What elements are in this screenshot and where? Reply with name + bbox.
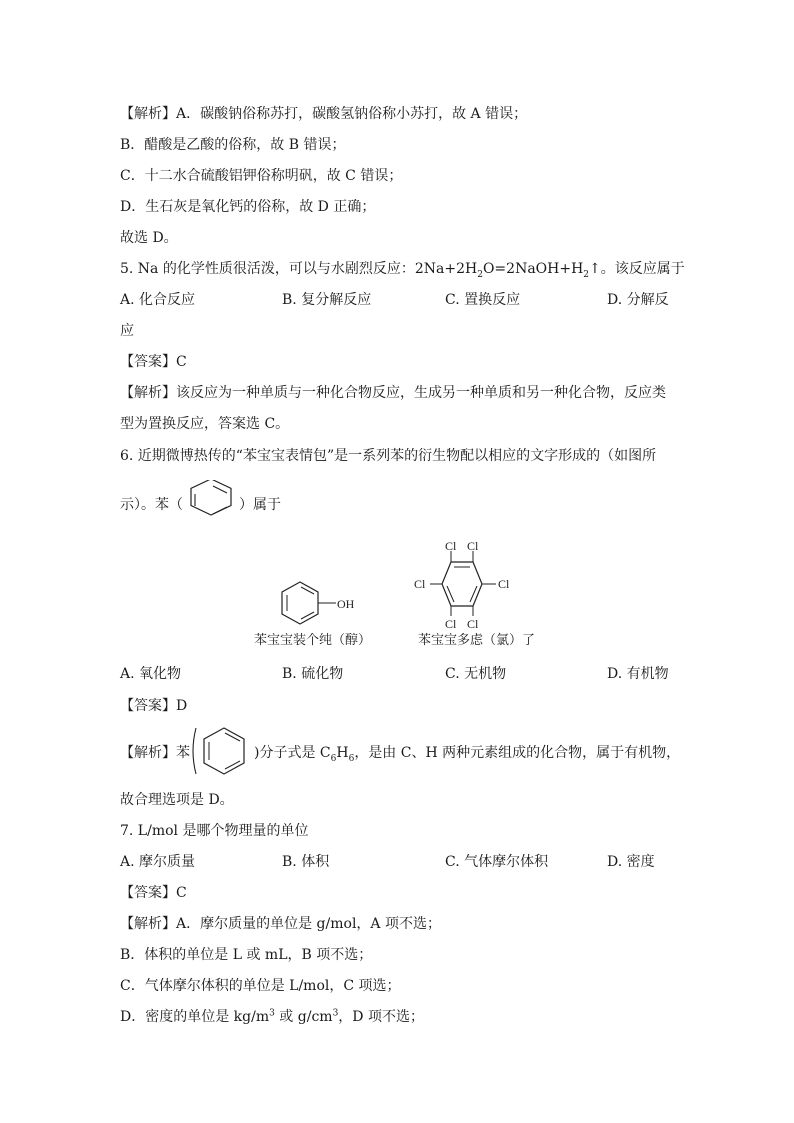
q5-option-wrap: 应: [120, 323, 134, 339]
cl-label-top-left: Cl: [445, 539, 457, 553]
q7-option-c: C. 气体摩尔体积: [445, 854, 549, 870]
q7-analysis-a: 【解析】A．摩尔质量的单位是 g/mol，A 项不选；: [120, 916, 441, 932]
caption-phenol: 苯宝宝装个纯（醇）: [254, 633, 372, 648]
q6-option-d: D. 有机物: [607, 666, 669, 682]
cl-label-left: Cl: [414, 577, 426, 591]
caption-hexachlorobenzene: 苯宝宝多虑（氯）了: [418, 633, 536, 648]
q6-stem-l2: 示）。苯（ ）属于: [120, 492, 281, 518]
q7-answer: 【答案】C: [120, 885, 187, 901]
cl-label-bottom-right: Cl: [467, 617, 479, 631]
q5-option-c: C. 置换反应: [445, 292, 521, 308]
oh-label: OH: [337, 597, 355, 611]
cl-label-top-right: Cl: [467, 539, 479, 553]
cl-label-right: Cl: [498, 577, 510, 591]
cl-label-bottom-left: Cl: [445, 617, 457, 631]
q6-answer: 【答案】D: [120, 698, 188, 714]
q7-analysis-d: D．密度的单位是 $kg/m^3$ 或 $g/cm^3$，D 项不选；: [120, 1008, 424, 1025]
q6-option-b: B. 硫化物: [282, 666, 344, 682]
q6-stem-l1: 6. 近期微博热传的“苯宝宝表情包”是一系列苯的衍生物配以相应的文字形成的（如图所: [120, 448, 657, 464]
q7-option-d: D. 密度: [607, 854, 655, 870]
q6-option-a: A. 氧化物: [120, 666, 182, 682]
q5-analysis-l1: 【解析】该反应为一种单质与一种化合物反应，生成另一种单质和另一种化合物，反应类: [120, 385, 666, 401]
q6-option-c: C. 无机物: [445, 666, 507, 682]
q4-analysis-b: B．醋酸是乙酸的俗称，故 B 错误；: [120, 137, 346, 153]
q5-option-d: D. 分解反: [607, 292, 669, 308]
q4-analysis-a: 【解析】A．碳酸钠俗称苏打，碳酸氢钠俗称小苏打，故 A 错误；: [120, 106, 528, 122]
q5-answer: 【答案】C: [120, 354, 187, 370]
q6-analysis-l2: 故合理选项是 D。: [120, 792, 234, 808]
hexachlorobenzene-structure: [410, 536, 520, 636]
q4-conclusion: 故选 D。: [120, 230, 178, 246]
q7-stem: 7. L/mol 是哪个物理量的单位: [120, 823, 309, 839]
analysis-tag: 【解析】: [120, 106, 176, 122]
q7-option-b: B. 体积: [282, 854, 330, 870]
q7-analysis-b: B．体积的单位是 L 或 mL，B 项不选；: [120, 947, 373, 963]
benzene-inline-icon: [190, 724, 254, 778]
q7-option-a: A. 摩尔质量: [120, 854, 196, 870]
q4-analysis-d: D．生石灰是氧化钙的俗称，故 D 正确；: [120, 199, 376, 215]
q5-analysis-l2: 型为置换反应，答案选 C。: [120, 416, 290, 432]
benzene-inline-icon: [185, 480, 237, 518]
phenol-structure: [276, 578, 366, 630]
q4-analysis-c: C．十二水合硫酸铝钾俗称明矾，故 C 错误；: [120, 168, 403, 184]
q5-option-a: A. 化合反应: [120, 292, 196, 308]
q5-option-b: B. 复分解反应: [282, 292, 372, 308]
q7-analysis-c: C．气体摩尔体积的单位是 L/mol，C 项选；: [120, 978, 401, 994]
q5-stem: 5. Na 的化学性质很活泼，可以与水剧烈反应：$2Na+2H_2O=2NaOH+H_2↑$。该反应属于: [120, 261, 685, 280]
q6-analysis-l1: 【解析】苯 )分子式是 $C_6H_6$，是由 C、H 两种元素组成的化合物，属于有机物，: [120, 742, 680, 764]
